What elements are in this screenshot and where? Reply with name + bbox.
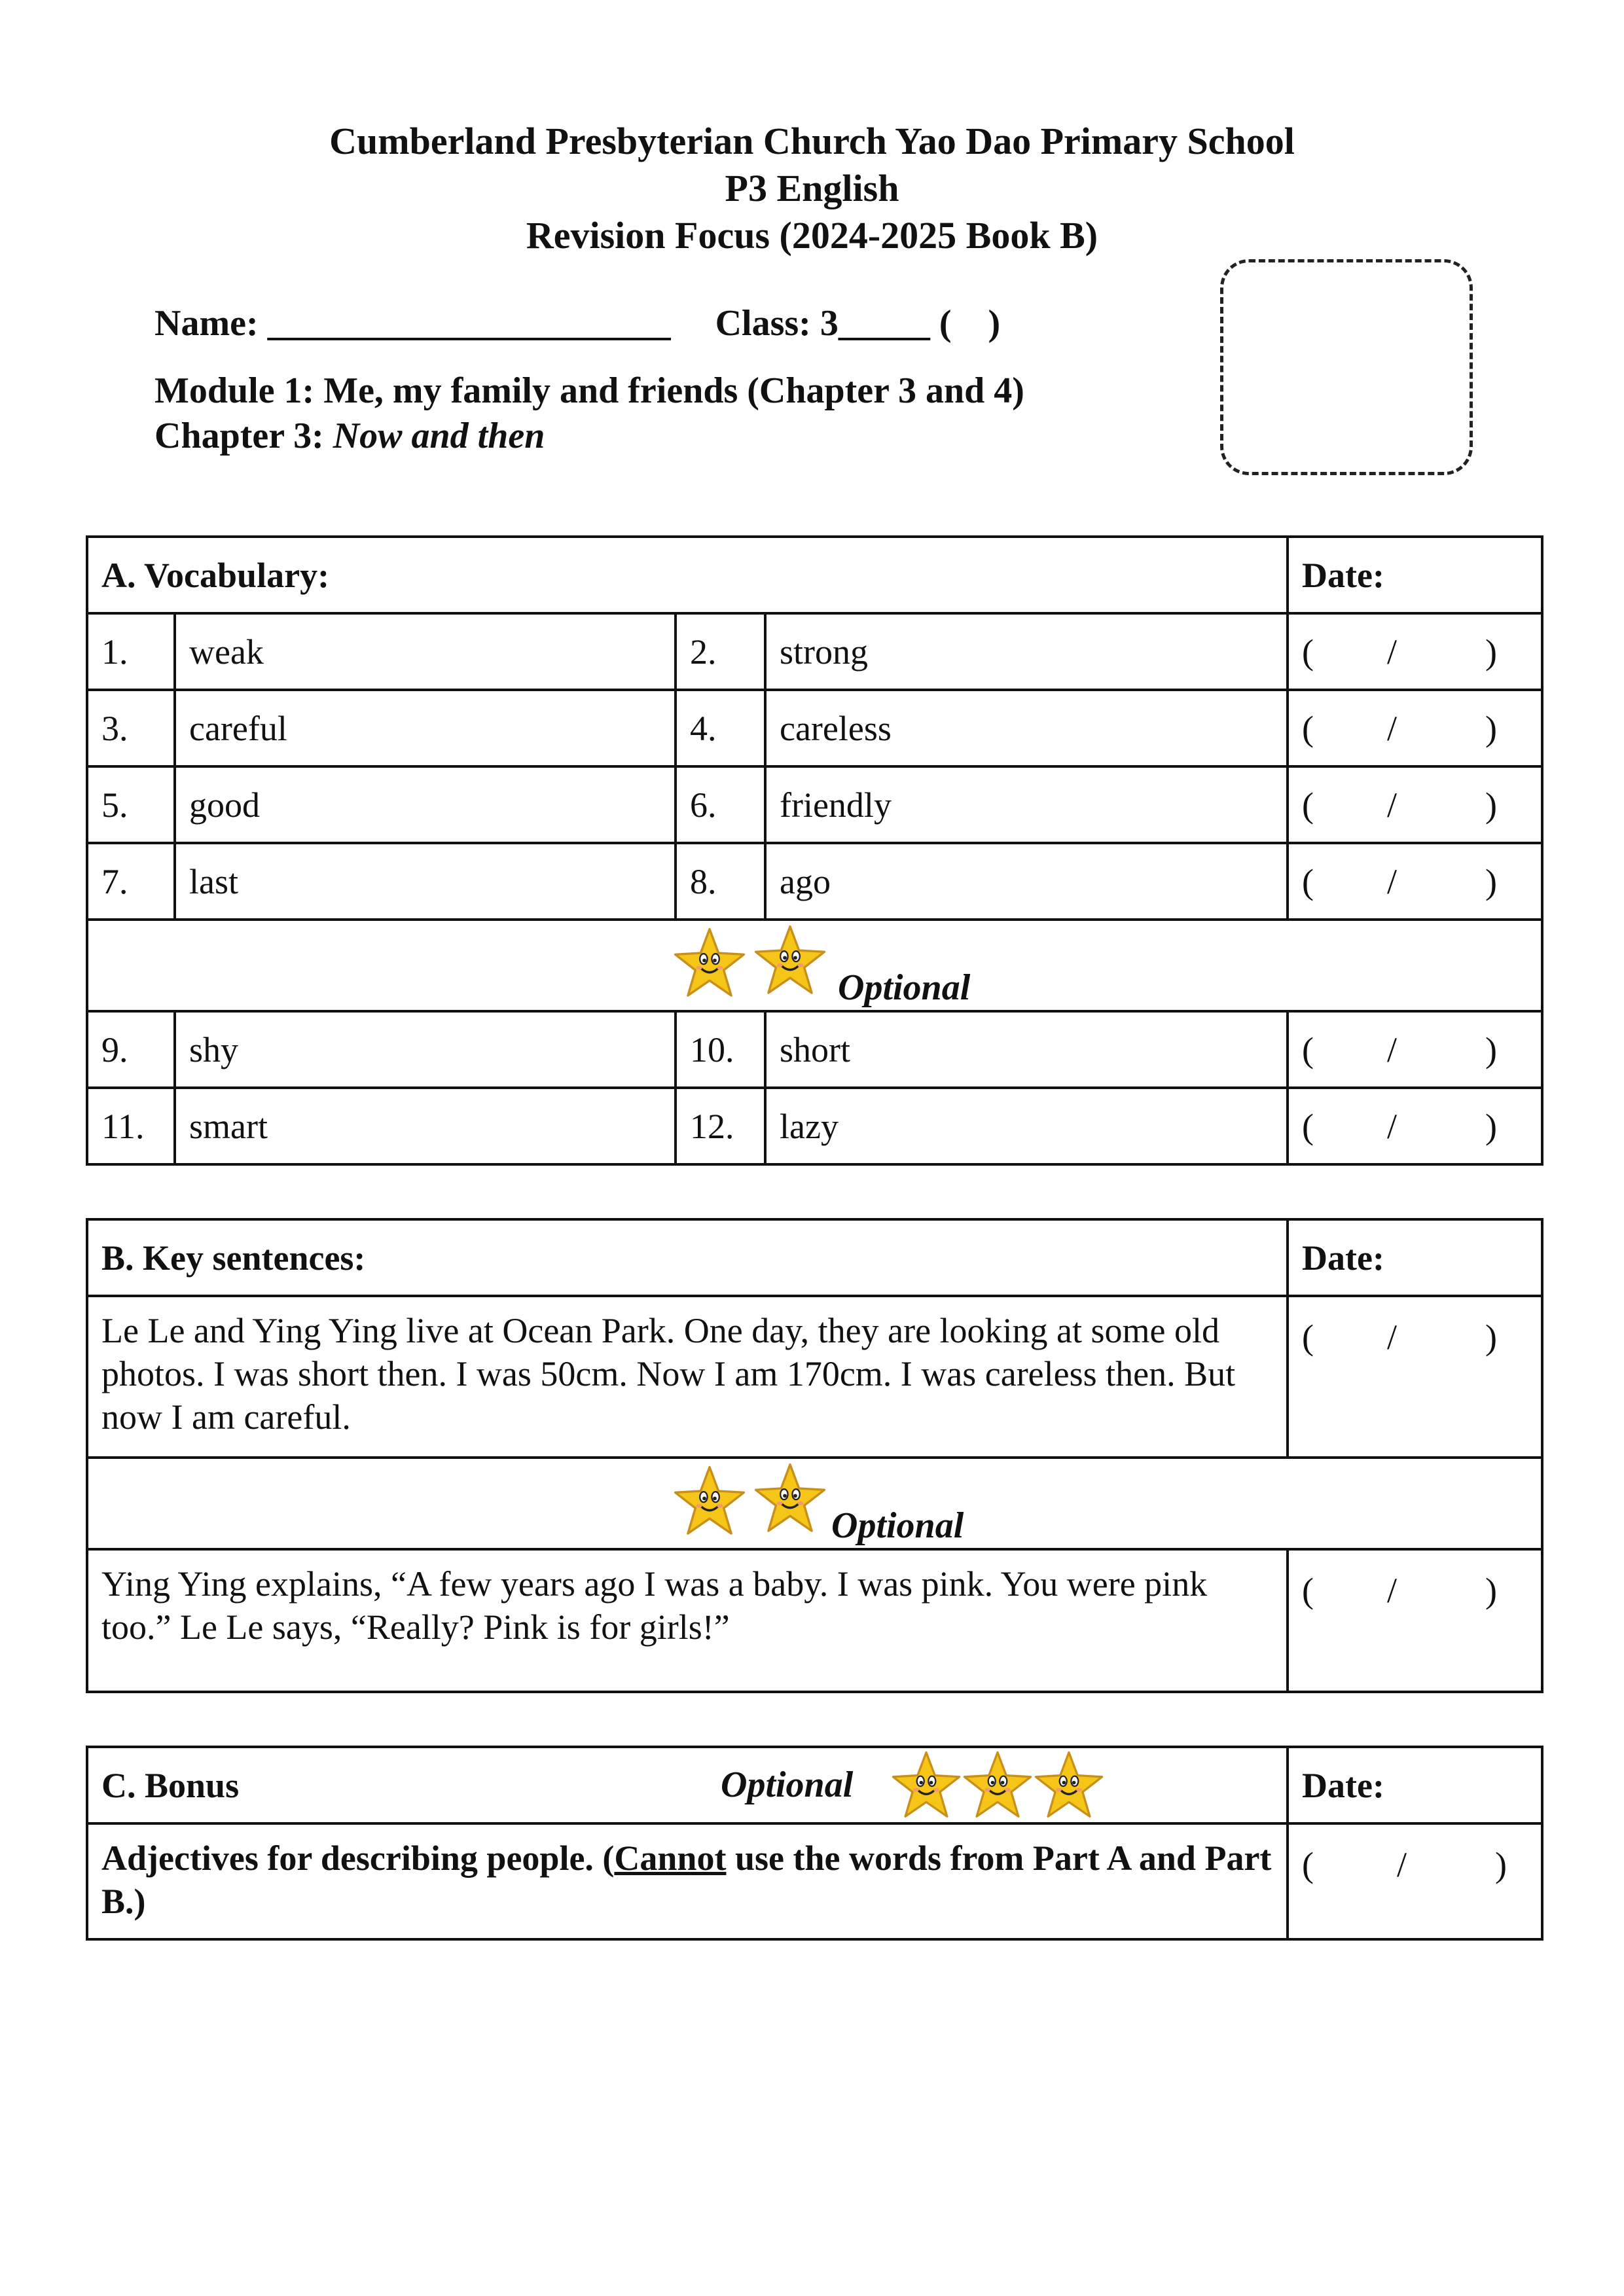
vocab-word: careful <box>175 690 676 766</box>
date-slot[interactable]: ( / ) <box>1288 1088 1542 1164</box>
item-number: 6. <box>676 766 765 843</box>
subject-title: P3 English <box>725 167 899 209</box>
item-number: 8. <box>676 843 765 920</box>
vocab-word: last <box>175 843 676 920</box>
smiling-star-icon <box>672 1464 747 1539</box>
vocabulary-table <box>86 535 1543 1166</box>
key-sentences-table <box>86 1218 1543 1693</box>
item-number: 9. <box>87 1011 175 1088</box>
optional-banner <box>87 920 1542 1011</box>
vocab-word: lazy <box>765 1088 1288 1164</box>
vocab-word: smart <box>175 1088 676 1164</box>
class-label[interactable]: Class: 3_____ <box>715 303 930 344</box>
section-b-heading: B. Key sentences: <box>87 1219 1288 1296</box>
date-slot[interactable]: ( / ) <box>1288 690 1542 766</box>
date-slot[interactable]: ( / ) <box>1288 1549 1542 1692</box>
optional-label: Optional <box>838 967 971 1008</box>
vocab-row <box>87 766 1542 843</box>
smiling-star-icon <box>753 924 827 998</box>
vocab-row <box>87 1011 1542 1088</box>
class-number-paren[interactable]: ( ) <box>939 303 1001 344</box>
date-slot[interactable]: ( / ) <box>1288 843 1542 920</box>
student-info-line <box>154 302 1000 344</box>
vocab-row <box>87 1088 1542 1164</box>
date-slot[interactable]: ( / ) <box>1288 766 1542 843</box>
item-number: 7. <box>87 843 175 920</box>
name-blank[interactable]: ______________________ <box>267 303 671 344</box>
optional-banner <box>87 1458 1542 1549</box>
vocab-word: strong <box>765 613 1288 690</box>
optional-label: Optional <box>721 1765 854 1805</box>
optional-sentences-text: Ying Ying explains, “A few years ago I was a baby. I was pink. You were pink too.” Le Le says, “Really? Pink is for girls!” <box>87 1549 1288 1692</box>
date-header: Date: <box>1288 1219 1542 1296</box>
vocab-row <box>87 690 1542 766</box>
bonus-prompt: Adjectives for describing people. (Cannot use the words from Part A and Part B.) <box>87 1823 1288 1939</box>
smiling-star-icon <box>753 1462 827 1536</box>
cannot-emphasis: Cannot <box>614 1839 727 1878</box>
worksheet-title: Revision Focus (2024-2025 Book B) <box>526 214 1098 257</box>
vocab-word: friendly <box>765 766 1288 843</box>
vocab-word: weak <box>175 613 676 690</box>
vocab-word: careless <box>765 690 1288 766</box>
chapter-title <box>154 415 545 457</box>
item-number: 2. <box>676 613 765 690</box>
date-header: Date: <box>1288 537 1542 613</box>
chapter-prefix: Chapter 3: <box>154 416 333 456</box>
chapter-name: Now and then <box>333 416 545 456</box>
smiling-star-icon <box>1033 1749 1105 1821</box>
date-slot[interactable]: ( / ) <box>1288 1823 1542 1939</box>
smiling-star-icon <box>672 926 747 1001</box>
item-number: 12. <box>676 1088 765 1164</box>
bonus-table <box>86 1746 1543 1941</box>
vocab-word: ago <box>765 843 1288 920</box>
date-slot[interactable]: ( / ) <box>1288 1011 1542 1088</box>
item-number: 1. <box>87 613 175 690</box>
section-c-heading: C. Bonus <box>101 1765 240 1805</box>
item-number: 5. <box>87 766 175 843</box>
vocab-word: short <box>765 1011 1288 1088</box>
key-sentences-text: Le Le and Ying Ying live at Ocean Park. One day, they are looking at some old photos. I was short then. I was 50cm. Now I am 170cm. I was careless then. But now I am careful. <box>87 1296 1288 1458</box>
smiling-star-icon <box>890 1749 962 1821</box>
section-c-heading-row <box>87 1747 1288 1823</box>
section-a-heading: A. Vocabulary: <box>87 537 1288 613</box>
item-number: 4. <box>676 690 765 766</box>
vocab-row <box>87 613 1542 690</box>
vocab-word: good <box>175 766 676 843</box>
item-number: 3. <box>87 690 175 766</box>
name-label: Name: <box>154 303 259 344</box>
item-number: 10. <box>676 1011 765 1088</box>
vocab-word: shy <box>175 1011 676 1088</box>
item-number: 11. <box>87 1088 175 1164</box>
date-slot[interactable]: ( / ) <box>1288 613 1542 690</box>
module-title: Module 1: Me, my family and friends (Chapter 3 and 4) <box>154 370 1024 411</box>
school-name: Cumberland Presbyterian Church Yao Dao Primary School <box>329 120 1295 162</box>
date-slot[interactable]: ( / ) <box>1288 1296 1542 1458</box>
date-header: Date: <box>1288 1747 1542 1823</box>
optional-label: Optional <box>831 1505 964 1546</box>
worksheet-header <box>0 118 1624 259</box>
vocab-row <box>87 843 1542 920</box>
smiling-star-icon <box>962 1749 1034 1821</box>
sticker-box <box>1220 259 1473 475</box>
